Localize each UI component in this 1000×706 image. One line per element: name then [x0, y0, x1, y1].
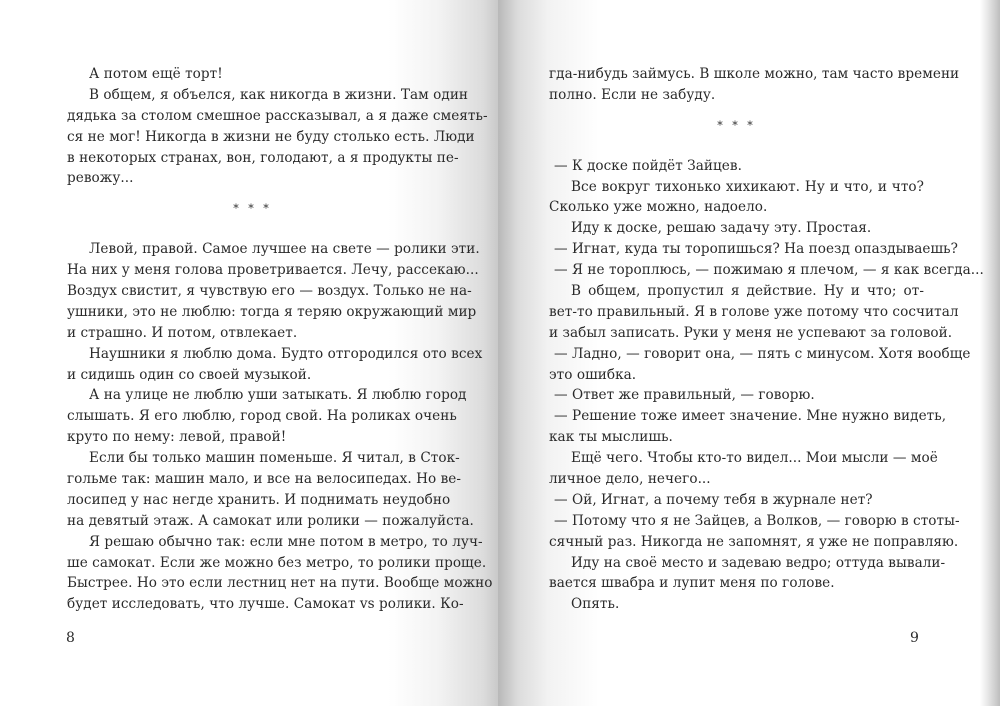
text-line: полно. Если не забуду. [549, 86, 716, 103]
text-line: Сколько уже можно, надоело. [549, 199, 768, 216]
dialogue-paragraph [549, 511, 960, 553]
text-line: — К доске пойдёт Зайцев. [554, 157, 742, 174]
dialogue-paragraph [549, 490, 924, 511]
paragraph [549, 594, 924, 615]
left-page [0, 0, 498, 706]
text-line: ше самокат. Если же можно без метро, то ролики проще. [67, 554, 487, 571]
text-line: Воздух свистит, я чувствую его — воздух. Только не на- [67, 283, 472, 300]
text-line: это ошибка. [549, 366, 637, 383]
page-number: 9 [910, 630, 919, 646]
text-line: и страшно. И потом, отвлекает. [67, 324, 298, 341]
section-separator: * * * [233, 202, 272, 216]
text-line: Ещё чего. Чтобы кто-то видел... Мои мысли — моё [571, 450, 938, 467]
paragraph [67, 532, 493, 616]
text-line: как ты мыслишь. [549, 429, 673, 446]
paragraph [67, 344, 483, 386]
text-line: — Игнат, куда ты торопишься? На поезд опаздываешь? [554, 241, 958, 258]
paragraph [67, 385, 467, 448]
text-line: А на улице не люблю уши затыкать. Я люблю город [89, 387, 467, 404]
page-text [549, 64, 984, 615]
paragraph [67, 239, 480, 343]
dialogue-paragraph [549, 260, 984, 281]
text-line: вается швабра и лупит меня по голове. [549, 575, 835, 592]
text-line: Быстрее. Но это если лестниц нет на пути. Вообще можно [67, 575, 493, 592]
text-line: — Ой, Игнат, а почему тебя в журнале нет? [554, 491, 873, 508]
text-line: Иду на своё место и задеваю ведро; оттуда вывали- [571, 554, 946, 571]
text-line: Все вокруг тихонько хихикают. Ну и что, и что? [571, 178, 924, 195]
dialogue-paragraph [549, 156, 924, 177]
text-line: — Ладно, — говорит она, — пять с минусом. Хотя вообще [554, 345, 971, 362]
paragraph [549, 553, 946, 595]
text-line: В общем, я объелся, как никогда в жизни. Там один [89, 86, 469, 103]
text-line: личное дело, нечего... [549, 471, 711, 488]
text-line: дядька за столом смешное рассказывал, а я даже смеять- [67, 107, 488, 124]
text-line: круто по нему: левой, правой! [67, 429, 287, 446]
text-line: будет исследовать, что лучше. Самокат vs ролики. Ко- [67, 596, 464, 613]
text-line: сячный раз. Никогда не запомнят, я уже не поправляю. [549, 533, 959, 550]
text-line: на девятый этаж. А самокат или ролики — пожалуйста. [67, 512, 474, 529]
text-line: вет-то правильный. Я в голове уже потому что сосчитал [549, 303, 959, 320]
paragraph [67, 64, 438, 85]
dialogue-paragraph [549, 406, 947, 448]
text-line: и сидишь один со своей музыкой. [67, 366, 312, 383]
right-page [498, 0, 1000, 706]
dialogue-paragraph [549, 239, 958, 260]
text-line: Если бы только машин поменьше. Я читал, в Сток- [89, 450, 460, 467]
text-line: ушники, это не люблю: тогда я теряю окружающий мир [67, 303, 477, 320]
text-line: в некоторых странах, вон, голодают, а я продукты пе- [67, 149, 459, 166]
text-line: На них у меня голова проветривается. Лечу, рассекаю... [67, 262, 479, 279]
text-line: Левой, правой. Самое лучшее на свете — ролики эти. [89, 241, 480, 258]
text-line: В общем, пропустил я действие. Ну и что; от- [571, 283, 924, 300]
text-line: — Я не тороплюсь, — пожимаю я плечом, — я как всегда... [554, 262, 984, 279]
text-line: — Потому что я не Зайцев, а Волков, — говорю в стоты- [554, 512, 960, 529]
text-line: гда-нибудь займусь. В школе можно, там часто времени [549, 66, 960, 82]
page-text [67, 64, 493, 615]
paragraph [549, 64, 960, 106]
text-line: А потом ещё торт! [89, 66, 223, 82]
text-line: гольме так: машин мало, и все на велосипедах. Но ве- [67, 471, 462, 488]
text-line: Я решаю обычно так: если мне потом в метро, то луч- [89, 533, 483, 550]
text-line: Наушники я люблю дома. Будто отгородился ото всех [89, 345, 483, 362]
paragraph [549, 281, 959, 344]
text-line: лосипед у нас негде хранить. И поднимать неудобно [67, 491, 451, 508]
text-line: — Ответ же правильный, — говорю. [554, 387, 815, 404]
paragraph [549, 177, 924, 219]
dialogue-paragraph [549, 385, 924, 406]
section-separator: * * * [717, 118, 756, 132]
text-line: ревожу... [67, 170, 134, 187]
page-number: 8 [66, 630, 75, 646]
text-line: ся не мог! Никогда в жизни не буду столько есть. Люди [67, 128, 475, 145]
paragraph [549, 218, 924, 239]
text-line: Иду к доске, решаю задачу эту. Простая. [571, 220, 872, 237]
text-line: слышать. Я его люблю, город свой. На роликах очень [67, 408, 457, 425]
paragraph [549, 448, 938, 490]
text-line: Опять. [571, 596, 620, 613]
dialogue-paragraph [549, 344, 971, 386]
text-line: и забыл записать. Руки у меня не успевают за головой. [549, 324, 953, 341]
paragraph [67, 85, 488, 189]
paragraph [67, 448, 474, 532]
text-line: — Решение тоже имеет значение. Мне нужно видеть, [554, 408, 947, 425]
